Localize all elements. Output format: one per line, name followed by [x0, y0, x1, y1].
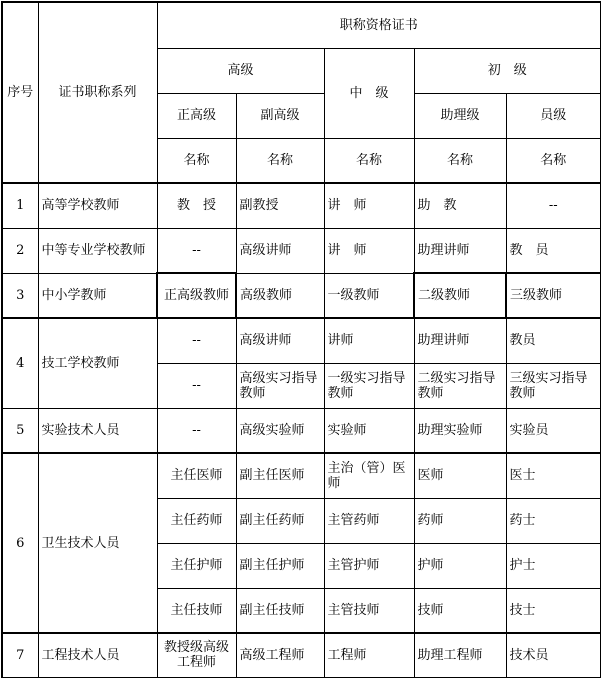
header-senior: 高级: [157, 48, 324, 93]
header-assistant: 助理级: [414, 93, 506, 138]
header-full-senior: 正高级: [157, 93, 236, 138]
assistant-cell: 二级实习指导教师: [414, 363, 506, 408]
middle-cell: 主管药师: [324, 498, 414, 543]
middle-cell: 实验师: [324, 408, 414, 453]
seq-cell: 7: [2, 633, 38, 677]
assistant-cell: 技师: [414, 588, 506, 633]
deputy-senior-cell: 副主任药师: [236, 498, 324, 543]
full-senior-cell: 正高级教师: [157, 273, 236, 318]
header-seq: 序号: [2, 2, 38, 183]
header-name-2: 名称: [236, 138, 324, 183]
table-row: [2, 408, 601, 453]
seq-cell: 3: [2, 273, 38, 318]
assistant-cell: 二级教师: [414, 273, 506, 318]
middle-cell: 主管技师: [324, 588, 414, 633]
table-row: [2, 273, 601, 318]
full-senior-cell: 教 授: [157, 183, 236, 228]
seq-cell: 2: [2, 228, 38, 273]
header-row-1: [2, 2, 601, 48]
series-cell: 卫生技术人员: [38, 453, 157, 633]
clerk-cell: 教员: [506, 318, 601, 363]
series-cell: 技工学校教师: [38, 318, 157, 408]
header-junior: 初 级: [414, 48, 601, 93]
header-deputy-senior: 副高级: [236, 93, 324, 138]
full-senior-cell: --: [157, 318, 236, 363]
deputy-senior-cell: 高级教师: [236, 273, 324, 318]
deputy-senior-cell: 高级实习指导教师: [236, 363, 324, 408]
clerk-cell: 三级实习指导教师: [506, 363, 601, 408]
clerk-cell: 技术员: [506, 633, 601, 677]
deputy-senior-cell: 副主任医师: [236, 453, 324, 498]
full-senior-cell: 主任医师: [157, 453, 236, 498]
seq-cell: 5: [2, 408, 38, 453]
assistant-cell: 助理讲师: [414, 318, 506, 363]
deputy-senior-cell: 高级实验师: [236, 408, 324, 453]
clerk-cell: 三级教师: [506, 273, 601, 318]
header-name-1: 名称: [157, 138, 236, 183]
full-senior-cell: 主任护师: [157, 543, 236, 588]
clerk-cell: 技士: [506, 588, 601, 633]
header-name-5: 名称: [506, 138, 601, 183]
full-senior-cell: --: [157, 408, 236, 453]
full-senior-cell: 教授级高级工程师: [157, 633, 236, 677]
full-senior-cell: --: [157, 363, 236, 408]
clerk-cell: 医士: [506, 453, 601, 498]
middle-cell: 一级实习指导教师: [324, 363, 414, 408]
table-row: [2, 318, 601, 363]
deputy-senior-cell: 高级讲师: [236, 228, 324, 273]
assistant-cell: 助理实验师: [414, 408, 506, 453]
series-cell: 中小学教师: [38, 273, 157, 318]
series-cell: 工程技术人员: [38, 633, 157, 677]
assistant-cell: 助理工程师: [414, 633, 506, 677]
middle-cell: 一级教师: [324, 273, 414, 318]
middle-cell: 讲 师: [324, 183, 414, 228]
table-row: [2, 183, 601, 228]
header-series: 证书职称系列: [38, 2, 157, 183]
full-senior-cell: 主任药师: [157, 498, 236, 543]
clerk-cell: 药士: [506, 498, 601, 543]
deputy-senior-cell: 高级讲师: [236, 318, 324, 363]
middle-cell: 主管护师: [324, 543, 414, 588]
clerk-cell: 实验员: [506, 408, 601, 453]
assistant-cell: 助理讲师: [414, 228, 506, 273]
certificate-table: [1, 1, 601, 678]
deputy-senior-cell: 副主任技师: [236, 588, 324, 633]
full-senior-cell: --: [157, 228, 236, 273]
series-cell: 中等专业学校教师: [38, 228, 157, 273]
header-name-4: 名称: [414, 138, 506, 183]
series-cell: 实验技术人员: [38, 408, 157, 453]
table-row: [2, 453, 601, 498]
header-middle: 中 级: [324, 48, 414, 138]
header-name-3: 名称: [324, 138, 414, 183]
deputy-senior-cell: 高级工程师: [236, 633, 324, 677]
middle-cell: 工程师: [324, 633, 414, 677]
assistant-cell: 药师: [414, 498, 506, 543]
header-cert: 职称资格证书: [157, 2, 601, 48]
series-cell: 高等学校教师: [38, 183, 157, 228]
full-senior-cell: 主任技师: [157, 588, 236, 633]
seq-cell: 6: [2, 453, 38, 633]
deputy-senior-cell: 副教授: [236, 183, 324, 228]
middle-cell: 讲师: [324, 318, 414, 363]
middle-cell: 主治（管）医师: [324, 453, 414, 498]
deputy-senior-cell: 副主任护师: [236, 543, 324, 588]
header-clerk: 员级: [506, 93, 601, 138]
clerk-cell: --: [506, 183, 601, 228]
seq-cell: 4: [2, 318, 38, 408]
assistant-cell: 护师: [414, 543, 506, 588]
table-row: [2, 633, 601, 677]
middle-cell: 讲 师: [324, 228, 414, 273]
seq-cell: 1: [2, 183, 38, 228]
assistant-cell: 助 教: [414, 183, 506, 228]
table-row: [2, 228, 601, 273]
clerk-cell: 护士: [506, 543, 601, 588]
assistant-cell: 医师: [414, 453, 506, 498]
clerk-cell: 教 员: [506, 228, 601, 273]
